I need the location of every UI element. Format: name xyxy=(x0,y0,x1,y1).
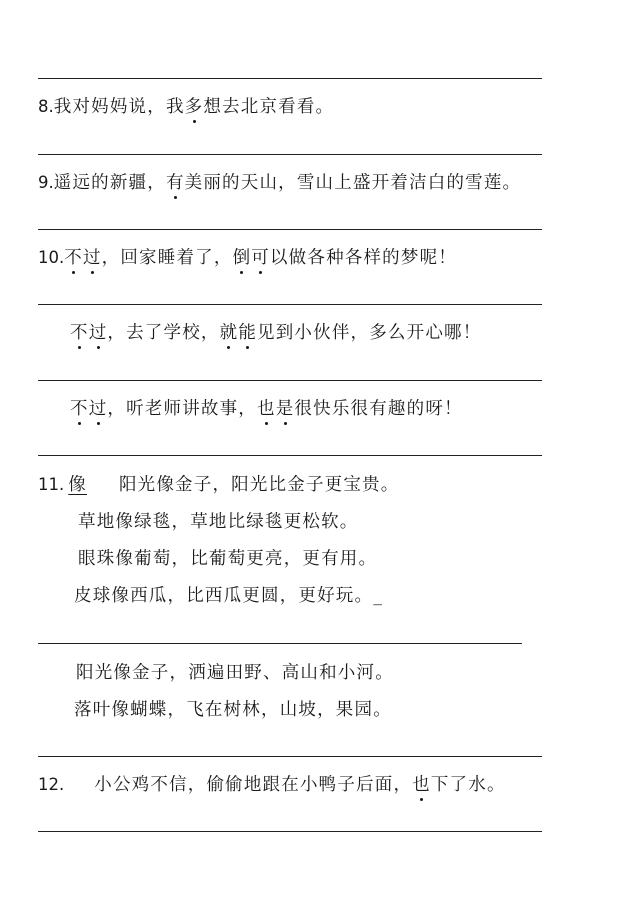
emphasis-char: 也 xyxy=(412,775,431,795)
emphasis-char: 过 xyxy=(82,248,102,268)
answer-line-4 xyxy=(38,304,542,305)
answer-line-2 xyxy=(38,154,542,155)
sentence-11-line6: 落叶像蝴蝶，飞在树林，山坡，果园。 xyxy=(74,700,392,720)
answer-line-9 xyxy=(38,831,542,832)
answer-line-3 xyxy=(38,229,542,230)
item-number: 12. xyxy=(38,775,65,794)
item-number: 8. xyxy=(38,97,54,116)
item-number: 11. xyxy=(38,475,65,494)
sentence-11-line3: 眼珠像葡萄，比葡萄更亮，更有用。 xyxy=(78,549,378,569)
answer-line-7 xyxy=(38,643,522,644)
sentence-9: 9.遥远的新疆，有美丽的天山，雪山上盛开着洁白的雪莲。 xyxy=(38,173,522,193)
item-number: 10. xyxy=(38,248,65,267)
emphasis-char: 不 xyxy=(70,323,89,343)
sentence-12: 12. 小公鸡不信，偷偷地跟在小鸭子后面，也下了水。 xyxy=(38,775,506,795)
sentence-10b: 不过，去了学校，就能见到小伙伴，多么开心哪！ xyxy=(70,323,482,343)
answer-line-6 xyxy=(38,455,542,456)
emphasis-char: 倒 xyxy=(232,248,252,268)
emphasis-char: 有 xyxy=(165,173,185,193)
emphasis-char: 是 xyxy=(275,399,295,419)
emphasis-char: 也 xyxy=(257,399,276,419)
answer-line-8 xyxy=(38,756,542,757)
emphasis-char: 过 xyxy=(88,399,108,419)
sentence-10: 10.不过，回家睡着了，倒可以做各种各样的梦呢！ xyxy=(38,248,457,268)
answer-line-5 xyxy=(38,380,542,381)
emphasis-char: 过 xyxy=(88,323,108,343)
keyword: 像 xyxy=(68,475,87,495)
sentence-8: 8.我对妈妈说，我多想去北京看看。 xyxy=(38,97,335,117)
sentence-11-line5: 阳光像金子，洒遍田野、高山和小河。 xyxy=(76,663,394,683)
answer-line-1 xyxy=(38,78,542,79)
emphasis-char: 不 xyxy=(70,399,89,419)
item-number: 9. xyxy=(38,173,54,192)
sentence-11: 11. 像 阳光像金子，阳光比金子更宝贵。 xyxy=(38,475,400,495)
sentence-10c: 不过，听老师讲故事，也是很快乐很有趣的呀！ xyxy=(70,399,463,419)
emphasis-char: 就 xyxy=(219,323,239,343)
sentence-11-line4: 皮球像西瓜，比西瓜更圆，更好玩。_ xyxy=(74,586,384,606)
emphasis-char: 能 xyxy=(238,323,258,343)
emphasis-char: 不 xyxy=(64,248,83,268)
emphasis-char: 可 xyxy=(251,248,270,268)
emphasis-char: 多 xyxy=(184,97,204,117)
sentence-11-line2: 草地像绿毯，草地比绿毯更松软。 xyxy=(78,512,359,532)
